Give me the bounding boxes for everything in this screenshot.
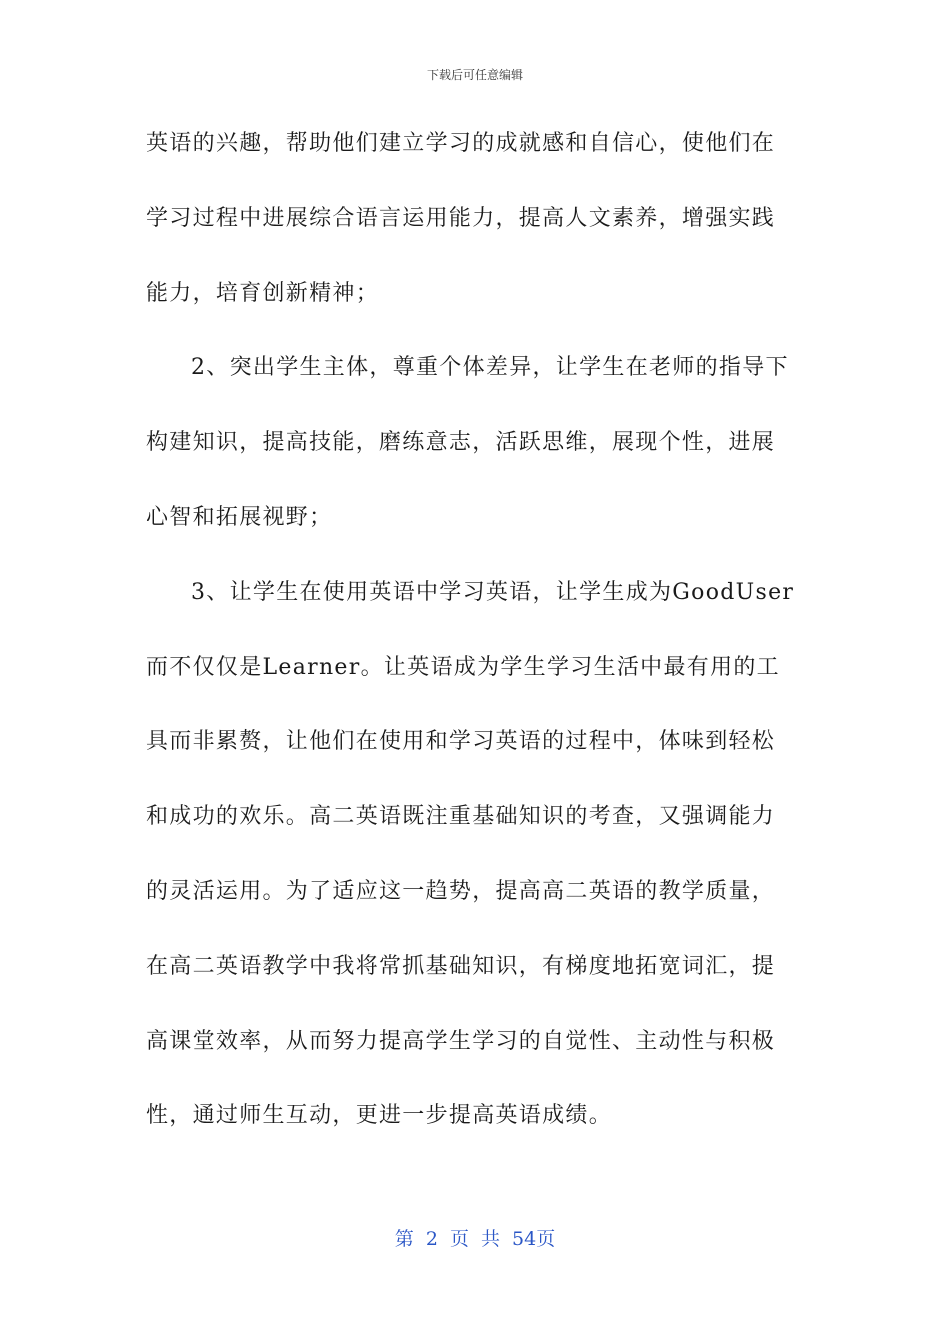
- text-line: 在高二英语教学中我将常抓基础知识，有梯度地拓宽词汇，提: [146, 953, 776, 979]
- text-line: 英语的兴趣，帮助他们建立学习的成就感和自信心，使他们在: [146, 131, 776, 156]
- text-line: 能力，培育创新精神；: [146, 280, 380, 306]
- text-line: 2、突出学生主体，尊重个体差异，让学生在老师的指导下: [191, 355, 789, 381]
- text-line: 性，通过师生互动，更进一步提高英语成绩。: [146, 1103, 613, 1129]
- page-header: 下载后可任意编辑: [426, 68, 523, 82]
- text-line: 的灵活运用。为了适应这一趋势，提高高二英语的教学质量，: [146, 878, 776, 904]
- text-line: 而不仅仅是Learner。让英语成为学生学习生活中最有用的工: [146, 654, 780, 680]
- page-number-footer: 第 2 页 共 54页: [394, 1228, 556, 1250]
- text-line: 和成功的欢乐。高二英语既注重基础知识的考查，又强调能力: [146, 804, 776, 830]
- text-line: 高课堂效率，从而努力提高学生学习的自觉性、主动性与积极: [146, 1028, 776, 1054]
- text-line: 学习过程中进展综合语言运用能力，提高人文素养，增强实践: [146, 205, 776, 231]
- document-body: [146, 118, 806, 1165]
- text-line: 3、让学生在使用英语中学习英语，让学生成为GoodUser: [191, 579, 795, 605]
- text-line: 心智和拓展视野；: [146, 504, 333, 530]
- text-line: 构建知识，提高技能，磨练意志，活跃思维，展现个性，进展: [146, 430, 776, 456]
- text-line: 具而非累赘，让他们在使用和学习英语的过程中，体味到轻松: [146, 729, 776, 755]
